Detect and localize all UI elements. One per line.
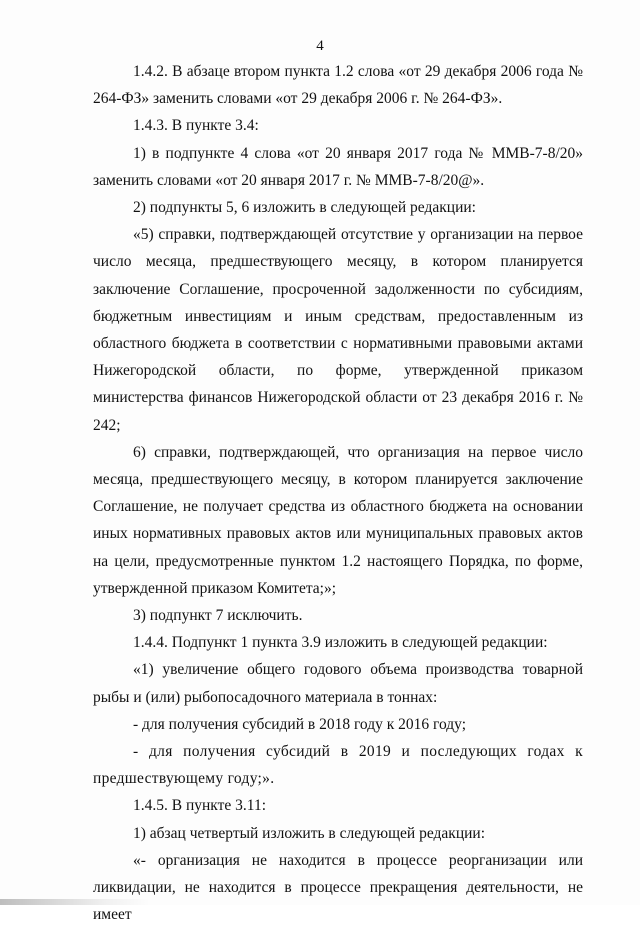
- paragraph-quote-5: «5) справки, подтверждающей отсутствие у организации на первое число месяца, предшествующего месяцу, в котором планируется заключение Соглашение, просроченной задолженности по субсидиям, бюджетным инвестициям и иным средствам, предоставленным из областного бюджета в соответствии с нормативными правовыми актами Нижегородской области, по форме, утвержденной приказом министерства финансов Нижегородской области от 23 декабря 2016 г. № 242;: [93, 226, 583, 434]
- paragraph-1-4-5: 1.4.5. В пункте 3.11:: [133, 797, 267, 815]
- paragraph-abzac-4: 1) абзац четвертый изложить в следующей редакции:: [133, 824, 486, 842]
- paragraph-subitem-3: 3) подпункт 7 исключить.: [133, 607, 303, 625]
- document-body: [93, 58, 583, 929]
- paragraph-quote-6: 6) справки, подтверждающей, что организация на первое число месяца, предшествующего месяцу, в котором планируется заключение Соглашение, не получает средства из областного бюджета на основании иных нормативных правовых актов или муниципальных правовых актов на цели, предусмотренные пунктом 1.2 настоящего Порядка, по форме, утвержденной приказом Комитета;»;: [93, 443, 583, 597]
- paragraph-1-4-2: 1.4.2. В абзаце втором пункта 1.2 слова «от 29 декабря 2006 года № 264-ФЗ» заменить словами «от 29 декабря 2006 г. № 264-ФЗ».: [93, 63, 583, 108]
- paragraph-subitem-2: 2) подпункты 5, 6 изложить в следующей редакции:: [133, 199, 476, 217]
- scan-edge-artifact: [0, 899, 150, 905]
- paragraph-subitem-1: 1) в подпункте 4 слова «от 20 января 2017 года № ММВ-7-8/20» заменить словами «от 20 января 2017 г. № ММВ-7-8/20@».: [93, 144, 583, 189]
- page-number: 4: [316, 38, 324, 54]
- paragraph-dash-2018: - для получения субсидий в 2018 году к 2016 году;: [133, 715, 467, 733]
- paragraph-quote-1: «1) увеличение общего годового объема производства товарной рыбы и (или) рыбопосадочного материала в тоннах:: [93, 661, 583, 706]
- paragraph-1-4-3: 1.4.3. В пункте 3.4:: [133, 117, 259, 135]
- paragraph-quote-org: «- организация не находится в процессе реорганизации или ликвидации, не находится в процессе прекращения деятельности, не имеет: [93, 851, 583, 924]
- paragraph-dash-2019: - для получения субсидий в 2019 и последующих годах к предшествующему году;».: [93, 743, 583, 788]
- paragraph-1-4-4: 1.4.4. Подпункт 1 пункта 3.9 изложить в следующей редакции:: [133, 634, 548, 652]
